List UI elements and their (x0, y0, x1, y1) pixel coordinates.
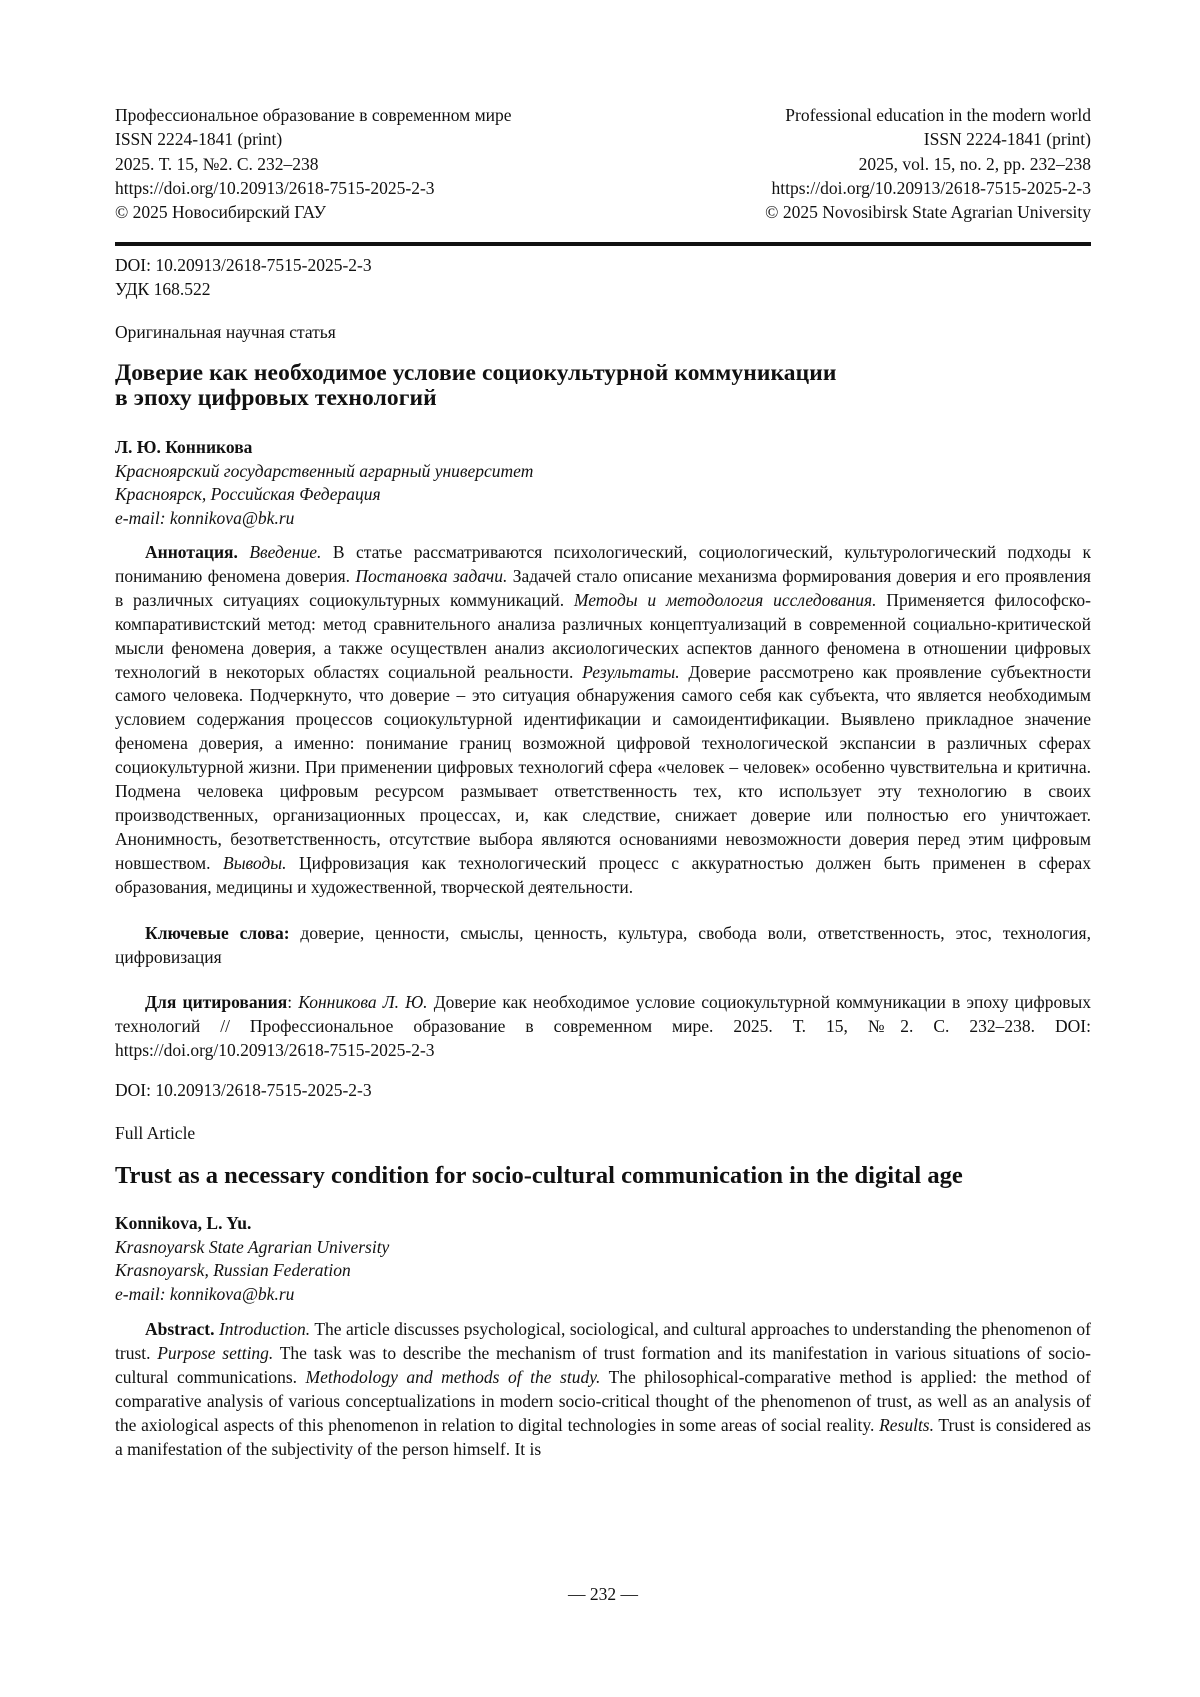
en-intro-label: Introduction. (218, 1319, 311, 1339)
en-email[interactable]: e-mail: konnikova@bk.ru (115, 1283, 295, 1304)
en-author: Konnikova, L. Yu. (115, 1213, 252, 1233)
header-issn-en: ISSN 2224-1841 (print) (923, 129, 1091, 150)
header-issue-en: 2025, vol. 15, no. 2, pp. 232–238 (858, 153, 1091, 174)
en-doi: DOI: 10.20913/2618-7515-2025-2-3 (115, 1080, 372, 1100)
en-article-type: Full Article (115, 1123, 196, 1143)
ru-author: Л. Ю. Конникова (115, 437, 253, 457)
ru-intro-text: В статье рассматриваются психологический, социологический, культурологический подходы к пониманию феномена доверия. (115, 542, 1091, 586)
header-doi-en[interactable]: https://doi.org/10.20913/2618-7515-2025-2-3 (771, 177, 1091, 198)
ru-udk: УДК 168.522 (115, 278, 211, 299)
ru-citation-colon: : (287, 992, 299, 1012)
ru-abstract (115, 541, 1091, 900)
page-number: — 232 — (568, 1584, 638, 1604)
journal-page (115, 0, 1091, 1697)
header-copyright-en: © 2025 Novosibirsk State Agrarian University (765, 202, 1091, 223)
en-methods-label: Methodology and methods of the study. (305, 1366, 601, 1387)
ru-identifiers (115, 254, 1091, 301)
en-purpose-text: The task was to describe the mechanism of trust formation and its manifestation in various situations of socio-cultural communications. (115, 1342, 1091, 1387)
ru-affiliation: Красноярский государственный аграрный университет (115, 460, 534, 481)
ru-keywords-text: доверие, ценности, смыслы, ценность, культура, свобода воли, ответственность, этос, технология, цифровизация (115, 923, 1091, 967)
ru-title (115, 361, 1091, 411)
ru-citation-text: Доверие как необходимое условие социокультурной коммуникации в эпоху цифровых технологий // Профессиональное образование в современном мире. 2025. Т. 15, №2. С. 232–238. DOI: https://doi.org/10.20913/2618-7515-2025-2-3 (115, 992, 1091, 1060)
ru-title-line2: в эпоху цифровых технологий (115, 385, 437, 411)
ru-intro-label: Введение. (249, 542, 322, 562)
en-abstract (115, 1318, 1091, 1461)
ru-conclusions-label: Выводы. (223, 852, 287, 873)
ru-conclusions-text: Цифровизация как технологический процесс с аккуратностью должен быть применен в сферах образования, медицины и художественной, творческой деятельности. (115, 852, 1092, 897)
header-journal-ru: Профессиональное образование в современном мире (115, 105, 512, 125)
header-issn-ru: ISSN 2224-1841 (print) (115, 129, 283, 150)
header-copyright-ru: © 2025 Новосибирский ГАУ (115, 202, 326, 223)
en-abstract-label: Abstract. (145, 1319, 215, 1339)
ru-keywords (115, 922, 1091, 970)
ru-results-text: Доверие рассмотрено как проявление субъектности самого человека. Подчеркнуто, что доверие – это ситуация обнаружения самого себя как субъекта, что является необходимым условием содержания процессов социокультурной идентификации и самоидентификации. Выявлено прикладное значение феномена доверия, а именно: понимание границ возможной цифровой технологической экспансии в различных сферах социокультурной жизни. При применении цифровых технологий сфера «человек – человек» особенно чувствительна и критична. Подмена человека цифровым ресурсом размывает ответственность тех, кто использует эту технологию в своих производственных, организационных процессах, и, как следствие, снижает доверие или полностью его уничтожает. Анонимность, безответственность, отсутствие выбора являются основаниями невозможности доверия перед этим цифровым новшеством. (115, 661, 1091, 873)
header-divider (115, 242, 1091, 246)
header-right (765, 103, 1091, 224)
en-title: Trust as a necessary condition for socio-cultural communication in the digital age (115, 1162, 963, 1189)
en-purpose-label: Purpose setting. (157, 1342, 274, 1363)
header-journal-en: Professional education in the modern world (785, 105, 1091, 125)
ru-keywords-label: Ключевые слова: (145, 923, 290, 943)
ru-abstract-label: Аннотация. (145, 542, 238, 562)
ru-citation-label: Для цитирования (145, 992, 288, 1012)
ru-citation (115, 991, 1091, 1063)
en-location: Krasnoyarsk, Russian Federation (115, 1260, 351, 1280)
ru-methods-text: Применяется философско-компаративистский метод: метод сравнительного анализа различных концептуализаций в современной социально-критической мысли феномена доверия, а также осуществлен анализ аксиологических аспектов данного феномена в отношении цифровых технологий в некоторых областях социальной реальности. (115, 589, 1091, 682)
ru-author-block (115, 436, 1091, 530)
header-issue-ru: 2025. Т. 15, №2. С. 232–238 (115, 153, 319, 174)
header-left (115, 103, 512, 224)
en-results-label: Results. (879, 1414, 934, 1435)
header-doi-ru[interactable]: https://doi.org/10.20913/2618-7515-2025-2-3 (115, 177, 435, 198)
ru-email[interactable]: e-mail: konnikova@bk.ru (115, 507, 295, 528)
en-results-text: Trust is considered as a manifestation of the subjectivity of the person himself. It is (115, 1414, 1091, 1459)
en-methods-text: The philosophical-comparative method is applied: the method of comparative analysis of various conceptualizations in modern socio-critical thought of the phenomenon of trust, as well as an analysis of the axiological aspects of this phenomenon in relation to digital technologies in some areas of social reality. (115, 1366, 1091, 1435)
en-affiliation: Krasnoyarsk State Agrarian University (115, 1236, 390, 1257)
en-author-block (115, 1212, 1091, 1306)
ru-citation-authors: Конникова Л. Ю. (298, 992, 428, 1012)
ru-title-line1: Доверие как необходимое условие социокультурной коммуникации (115, 360, 837, 386)
ru-article-type: Оригинальная научная статья (115, 322, 336, 342)
ru-doi: DOI: 10.20913/2618-7515-2025-2-3 (115, 255, 372, 275)
en-intro-text: The article discusses psychological, sociological, and cultural approaches to understanding the phenomenon of trust. (115, 1319, 1091, 1363)
ru-results-label: Результаты. (582, 661, 680, 682)
ru-task-label: Постановка задачи. (355, 565, 508, 586)
ru-location: Красноярск, Российская Федерация (115, 484, 381, 504)
ru-methods-label: Методы и методология исследования. (573, 589, 877, 610)
ru-task-text: Задачей стало описание механизма формирования доверия и его проявления в различных ситуациях социокультурных коммуникаций. (115, 565, 1091, 610)
